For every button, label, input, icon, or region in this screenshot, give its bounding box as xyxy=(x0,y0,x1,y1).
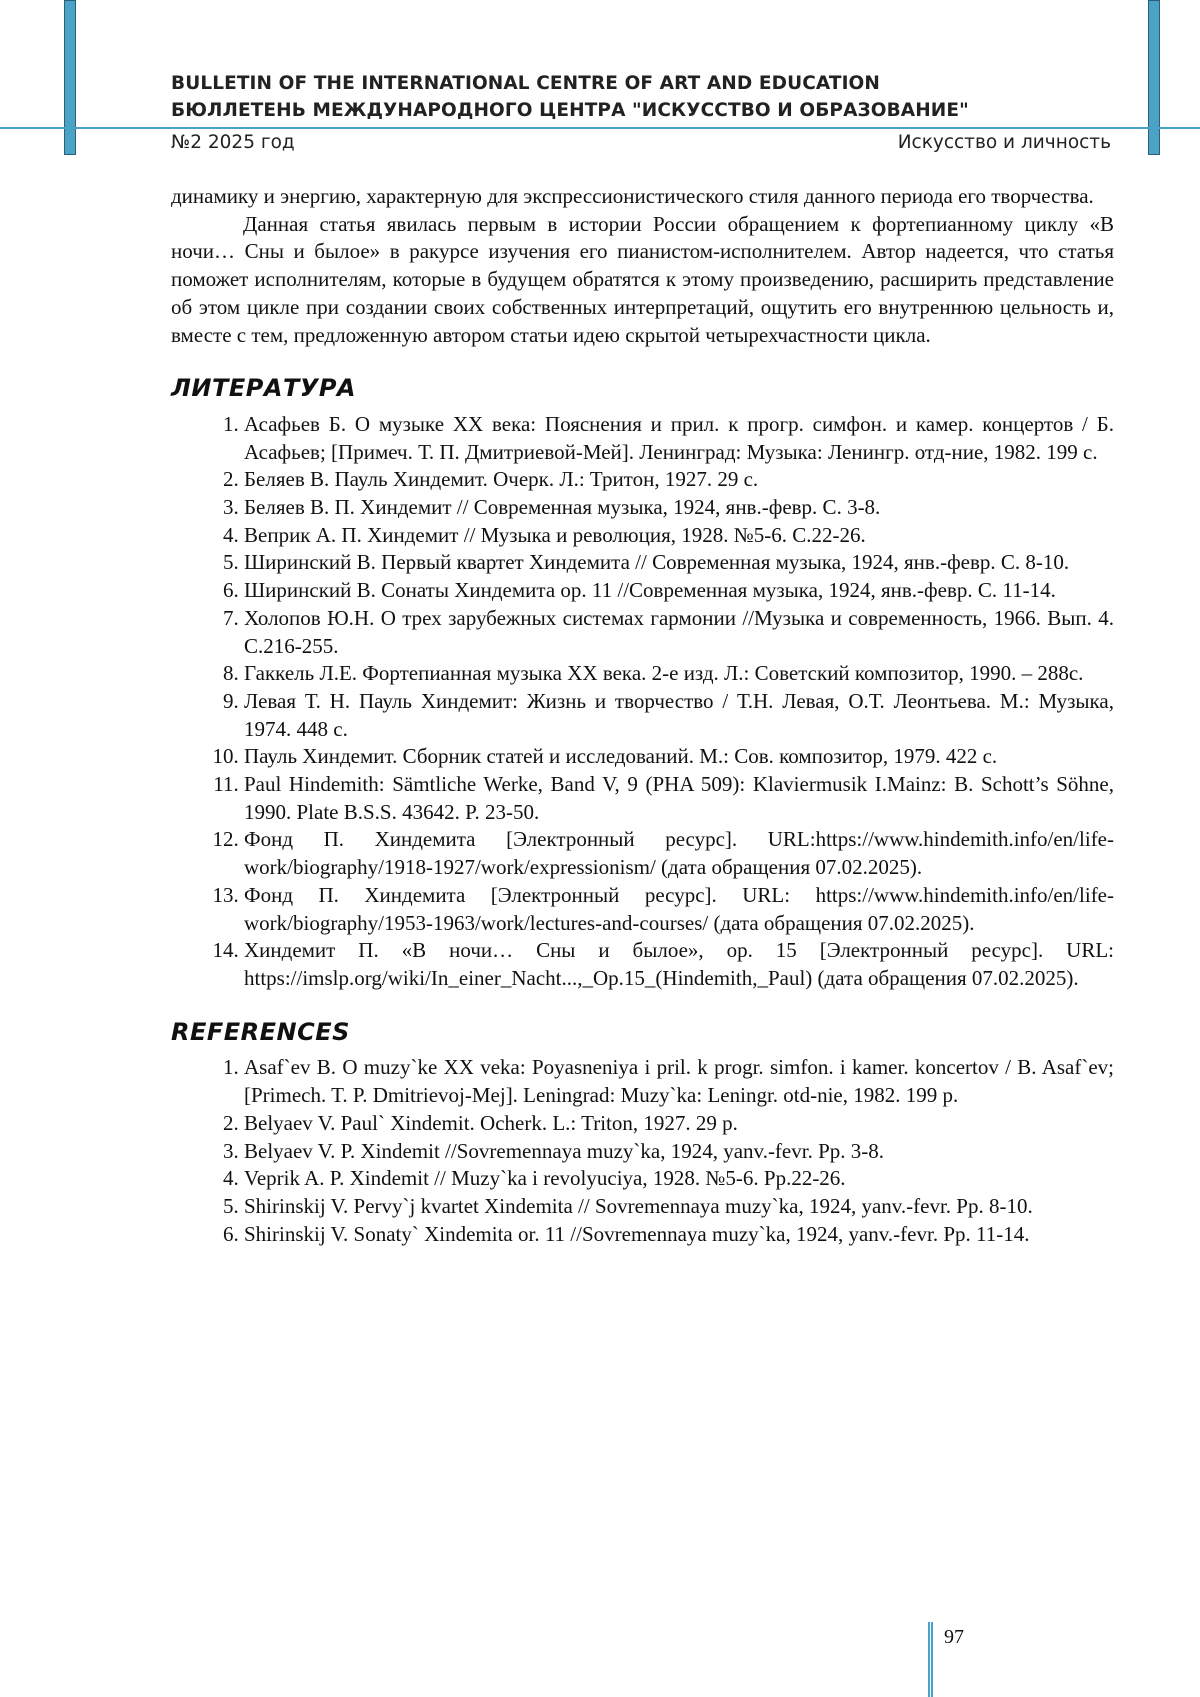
list-item: 4. Веприк А. П. Хиндемит // Музыка и революция, 1928. №5-6. С.22-26. xyxy=(244,522,1114,550)
list-item: 1. Asaf`ev B. O muzy`ke XX veka: Poyasneniya i pril. k progr. simfon. i kamer. koncertov / B. Asaf`ev; [Primech. T. P. Dmitrievoj-Mej]. Leningrad: Muzy`ka: Leningr. otd-nie, 1982. 199 p. xyxy=(244,1054,1114,1109)
list-item: 5. Ширинский В. Первый квартет Хиндемита // Современная музыка, 1924, янв.-февр. С. 8-10. xyxy=(244,549,1114,577)
list-item: 3. Belyaev V. P. Xindemit //Sovremennaya muzy`ka, 1924, yanv.-fevr. Pp. 3-8. xyxy=(244,1138,1114,1166)
page-number: 97 xyxy=(944,1626,964,1648)
list-item: 12. Фонд П. Хиндемита [Электронный ресурс]. URL:https://www.hindemith.info/en/life-work/biography/1918-1927/work/expressionism/ (дата обращения 07.02.2025). xyxy=(244,826,1114,881)
list-item: 13. Фонд П. Хиндемита [Электронный ресурс]. URL: https://www.hindemith.info/en/life-work/biography/1953-1963/work/lectures-and-courses/ (дата обращения 07.02.2025). xyxy=(244,882,1114,937)
literature-list xyxy=(171,411,1114,993)
body-paragraph: динамику и энергию, характерную для экспрессионистического стиля данного периода его творчества. xyxy=(171,184,1094,208)
list-item: 7. Холопов Ю.Н. О трех зарубежных системах гармонии //Музыка и современность, 1966. Вып. 4. С.216-255. xyxy=(244,605,1114,660)
list-item: 8. Гаккель Л.Е. Фортепианная музыка XX века. 2-е изд. Л.: Советский композитор, 1990. – 288с. xyxy=(244,660,1114,688)
list-item: 10. Пауль Хиндемит. Сборник статей и исследований. М.: Сов. композитор, 1979. 422 с. xyxy=(244,743,1114,771)
list-item: 6. Shirinskij V. Sonaty` Xindemita or. 11 //Sovremennaya muzy`ka, 1924, yanv.-fevr. Pp. 11-14. xyxy=(244,1221,1114,1249)
list-item: 2. Belyaev V. Paul` Xindemit. Ocherk. L.: Triton, 1927. 29 p. xyxy=(244,1110,1114,1138)
list-item: 6. Ширинский В. Сонаты Хиндемита ор. 11 //Современная музыка, 1924, янв.-февр. С. 11-14. xyxy=(244,577,1114,605)
list-item: 9. Левая Т. Н. Пауль Хиндемит: Жизнь и творчество / Т.Н. Левая, О.Т. Леонтьева. М.: Музыка, 1974. 448 с. xyxy=(244,688,1114,743)
list-item: 1. Асафьев Б. О музыке XX века: Пояснения и прил. к прогр. симфон. и камер. концертов / Б. Асафьев; [Примеч. Т. П. Дмитриевой-Мей]. Ленинград: Музыка: Ленингр. отд-ние, 1982. 199 с. xyxy=(244,411,1114,466)
page-number-bar xyxy=(928,1622,933,1697)
header-right-bar xyxy=(1148,0,1160,155)
issue-label: №2 2025 год xyxy=(171,132,295,153)
list-item: 11. Paul Hindemith: Sämtliche Werke, Band V, 9 (PHA 509): Klaviermusik I.Mainz: B. Schott’s Söhne, 1990. Plate B.S.S. 43642. P. 23-50. xyxy=(244,771,1114,826)
journal-title-ru: БЮЛЛЕТЕНЬ МЕЖДУНАРОДНОГО ЦЕНТРА "ИСКУССТВО И ОБРАЗОВАНИЕ" xyxy=(171,100,969,121)
header-rule xyxy=(0,127,1200,129)
list-item: 3. Беляев В. П. Хиндемит // Современная музыка, 1924, янв.-февр. С. 3-8. xyxy=(244,494,1114,522)
header-left-bar xyxy=(64,0,76,155)
section-label: Искусство и личность xyxy=(897,132,1111,153)
list-item: 4. Veprik A. P. Xindemit // Muzy`ka i revolyuciya, 1928. №5-6. Pp.22-26. xyxy=(244,1165,1114,1193)
article-content xyxy=(171,183,1114,1248)
body-paragraph: Данная статья явилась первым в истории России обращением к фортепианному циклу «В ночи… Сны и былое» в ракурсе изучения его пианистом-исполнителем. Автор надеется, что статья поможет исполнителям, которые в будущем обратятся к этому произведению, расширить представление об этом цикле при создании своих собственных интерпретаций, ощутить его внутреннюю цельность и, вместе с тем, предложенную автором статьи идею скрытой четырехчастности цикла. xyxy=(171,211,1114,347)
journal-header xyxy=(171,70,1111,124)
list-item: 5. Shirinskij V. Pervy`j kvartet Xindemita // Sovremennaya muzy`ka, 1924, yanv.-fevr. Pp. 8-10. xyxy=(244,1193,1114,1221)
references-heading: REFERENCES xyxy=(171,1017,350,1046)
literature-heading: ЛИТЕРАТУРА xyxy=(171,374,356,403)
list-item: 2. Беляев В. Пауль Хиндемит. Очерк. Л.: Тритон, 1927. 29 с. xyxy=(244,466,1114,494)
references-list xyxy=(171,1054,1114,1248)
list-item: 14. Хиндемит П. «В ночи… Сны и былое», op. 15 [Электронный ресурс]. URL: https://imslp.org/wiki/In_einer_Nacht...,_Op.15_(Hindemith,_Paul) (дата обращения 07.02.2025). xyxy=(244,937,1114,992)
journal-title-en: BULLETIN OF THE INTERNATIONAL CENTRE OF ART AND EDUCATION xyxy=(171,73,880,94)
